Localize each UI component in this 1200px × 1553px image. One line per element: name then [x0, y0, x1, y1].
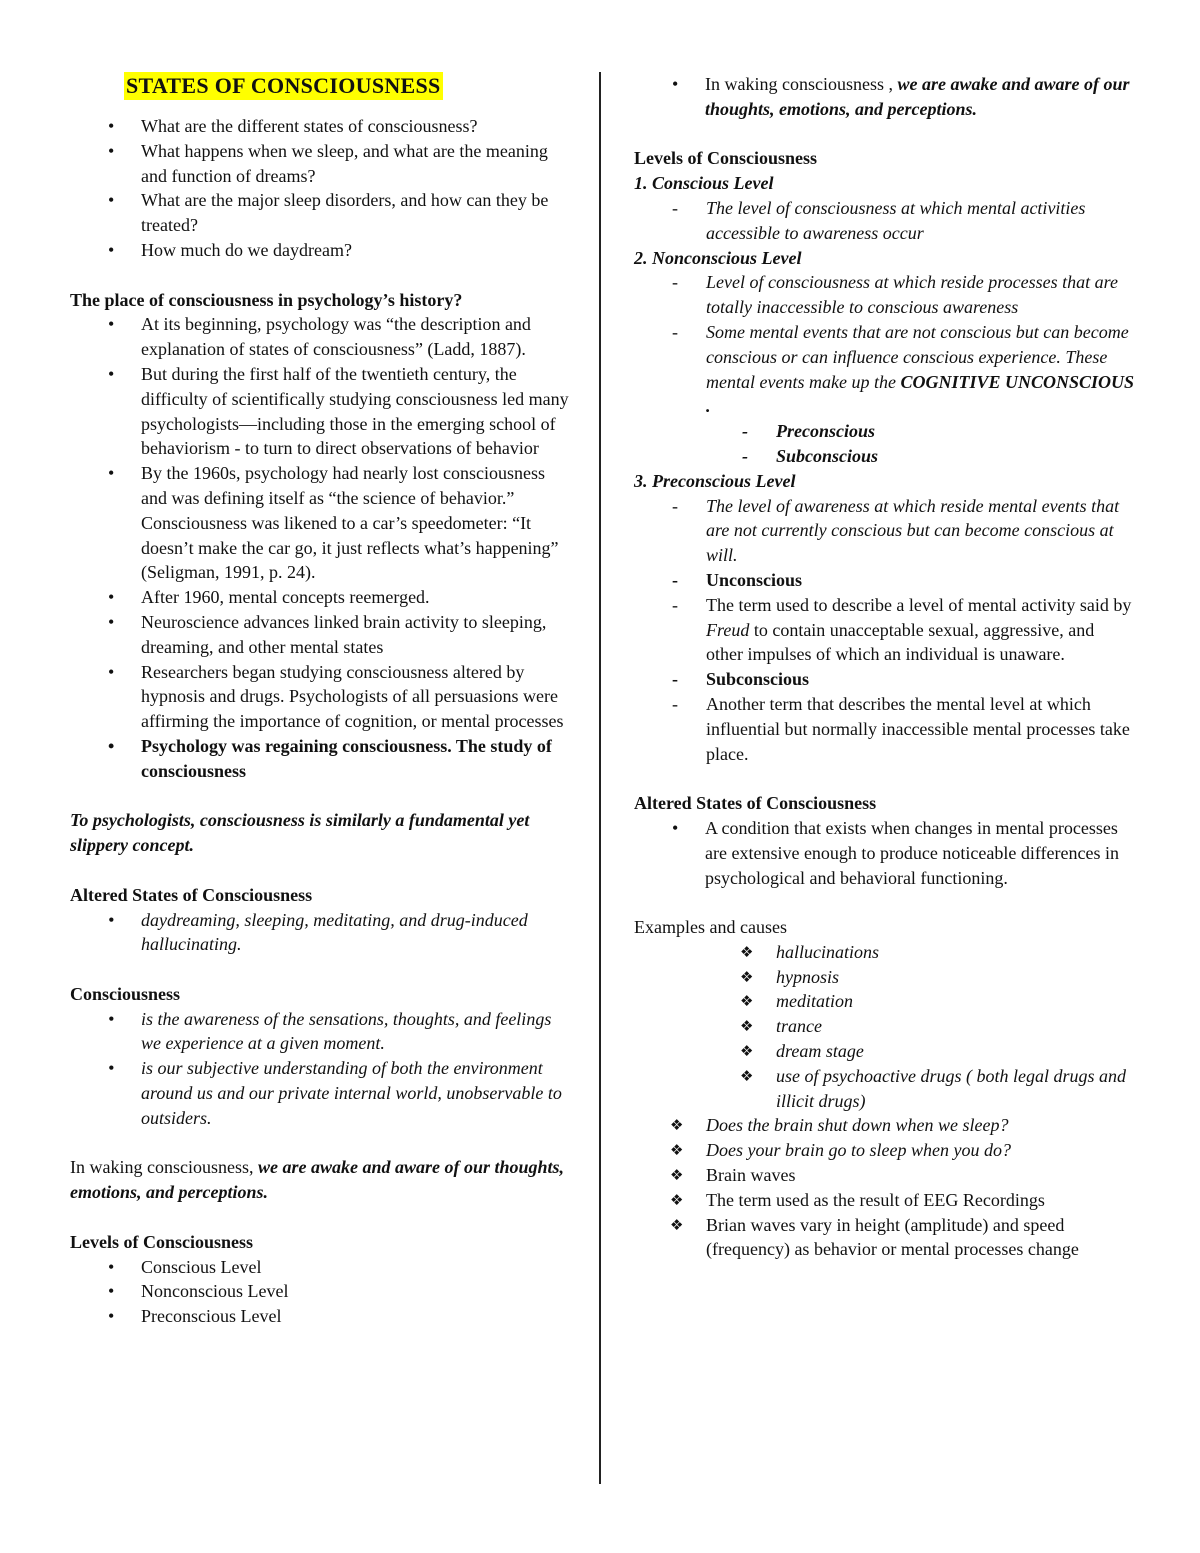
list-item: • After 1960, mental concepts reemerged. [70, 585, 570, 610]
list-item: • How much do we daydream? [70, 238, 570, 263]
waking-consciousness-text [70, 1155, 570, 1205]
list-item: • Psychology was regaining consciousness. The study of consciousness [70, 734, 570, 784]
nonconscious-level-title: 2. Nonconscious Level [634, 247, 802, 268]
list-item: • daydreaming, sleeping, meditating, and drug-induced hallucinating. [70, 908, 570, 958]
cognitive-prefix: Some mental events that are not conscious but can become conscious or can influence conscious experience. These mental events make up the [706, 321, 1129, 392]
levels-heading: Levels of Consciousness [70, 1231, 254, 1252]
altered-states-heading: Altered States of Consciousness [70, 884, 313, 905]
list-item: • is our subjective understanding of both the environment around us and our private internal world, unobservable to outsiders. [70, 1056, 570, 1130]
list-item: • Preconscious Level [70, 1304, 570, 1329]
altered-states-heading: Altered States of Consciousness [634, 793, 877, 814]
page-title: STATES OF CONSCIOUSNESS [126, 73, 441, 98]
list-item [634, 320, 1134, 419]
altered-states-list [70, 908, 570, 958]
list-item: • Neuroscience advances linked brain activity to sleeping, dreaming, and other mental states [70, 610, 570, 660]
list-item: • What are the major sleep disorders, and how can they be treated? [70, 188, 570, 238]
preconscious-level-title: 3. Preconscious Level [634, 470, 796, 491]
examples-list [634, 940, 1134, 1114]
conscious-level-title: 1. Conscious Level [634, 173, 774, 194]
waking-list [634, 72, 1134, 122]
conscious-level-list [634, 196, 1134, 246]
list-item [634, 593, 1134, 667]
list-item: ❖ meditation [634, 989, 1134, 1014]
freud-name: Freud [706, 619, 750, 640]
list-item: • Researchers began studying consciousness altered by hypnosis and drugs. Psychologists of all persuasions were affirming the importance of cognition, or mental processes [70, 660, 570, 734]
list-item: • But during the first half of the twentieth century, the difficulty of scientifically studying consciousness led many psychologists—including those in the emerging school of behaviorism - to turn to direct observations of behavior [70, 362, 570, 461]
cognitive-unconscious-term: COGNITIVE UNCONSCIOUS [900, 371, 1134, 392]
list-item: ❖ The term used as the result of EEG Recordings [634, 1188, 1134, 1213]
list-item: - The level of consciousness at which mental activities accessible to awareness occur [634, 196, 1134, 246]
waking-emphasis: we are awake and aware of our thoughts, emotions, and perceptions. [705, 74, 1130, 119]
waking-prefix: In waking consciousness , [705, 74, 898, 94]
list-item: ❖ hallucinations [634, 940, 1134, 965]
quote-text: To psychologists, consciousness is similarly a fundamental yet slippery concept. [70, 810, 530, 856]
levels-heading: Levels of Consciousness [634, 148, 818, 169]
list-item: • At its beginning, psychology was “the description and explanation of states of consciousness” (Ladd, 1887). [70, 312, 570, 362]
list-item: ❖ Brain waves [634, 1163, 1134, 1188]
list-item: - Preconscious [634, 419, 1134, 444]
list-item: • By the 1960s, psychology had nearly lost consciousness and was defining itself as “the science of behavior.” Consciousness was likened to a car’s speedometer: “It doesn’t make the car go, it just reflects what’s happening” (Seligman, 1991, p. 24). [70, 461, 570, 585]
list-item: • Nonconscious Level [70, 1279, 570, 1304]
brain-questions-list [634, 1113, 1134, 1262]
nonconscious-sub-list [634, 419, 1134, 469]
list-item: - Subconscious [634, 444, 1134, 469]
altered-states-list [634, 816, 1134, 890]
list-item: • Conscious Level [70, 1255, 570, 1280]
list-item: • A condition that exists when changes in mental processes are extensive enough to produce noticeable differences in psychological and behavioral functioning. [634, 816, 1134, 890]
list-item: ❖ Does the brain shut down when we sleep? [634, 1113, 1134, 1138]
consciousness-heading: Consciousness [70, 983, 181, 1004]
list-item: - Subconscious [634, 667, 1134, 692]
list-item: • What are the different states of consciousness? [70, 114, 570, 139]
history-heading: The place of consciousness in psychology’s history? [70, 289, 463, 310]
waking-prefix: In waking consciousness, [70, 1157, 258, 1178]
list-item: ❖ dream stage [634, 1039, 1134, 1064]
left-column [70, 72, 570, 1329]
list-item: ❖ Brian waves vary in height (amplitude) and speed (frequency) as behavior or mental processes change [634, 1213, 1134, 1263]
nonconscious-level-list [634, 270, 1134, 419]
intro-questions-list [70, 114, 570, 263]
unconscious-suffix: to contain unacceptable sexual, aggressive, and other impulses of which an individual is unaware. [706, 619, 1095, 665]
list-item: ❖ Does your brain go to sleep when you do? [634, 1138, 1134, 1163]
list-item: • is the awareness of the sensations, thoughts, and feelings we experience at a given moment. [70, 1007, 570, 1057]
unconscious-prefix: The term used to describe a level of mental activity said by [706, 594, 1132, 615]
list-item: - Another term that describes the mental level at which influential but normally inaccessible mental processes take place. [634, 692, 1134, 766]
list-item: - Unconscious [634, 568, 1134, 593]
levels-list [70, 1255, 570, 1329]
consciousness-list [70, 1007, 570, 1131]
right-column [634, 72, 1134, 1262]
list-item: - Level of consciousness at which reside processes that are totally inaccessible to conscious awareness [634, 270, 1134, 320]
column-divider [599, 72, 601, 1484]
list-item: ❖ hypnosis [634, 965, 1134, 990]
list-item: - The level of awareness at which reside mental events that are not currently conscious but can become conscious at will. [634, 494, 1134, 568]
list-item: ❖ use of psychoactive drugs ( both legal drugs and illicit drugs) [634, 1064, 1134, 1114]
cognitive-suffix: . [706, 396, 711, 417]
preconscious-level-list [634, 494, 1134, 767]
history-list [70, 312, 570, 783]
list-item [634, 72, 1134, 122]
examples-heading: Examples and causes [634, 917, 787, 938]
waking-emphasis: we are awake and aware of our thoughts, emotions, and perceptions. [70, 1157, 565, 1203]
list-item: • What happens when we sleep, and what are the meaning and function of dreams? [70, 139, 570, 189]
list-item: ❖ trance [634, 1014, 1134, 1039]
